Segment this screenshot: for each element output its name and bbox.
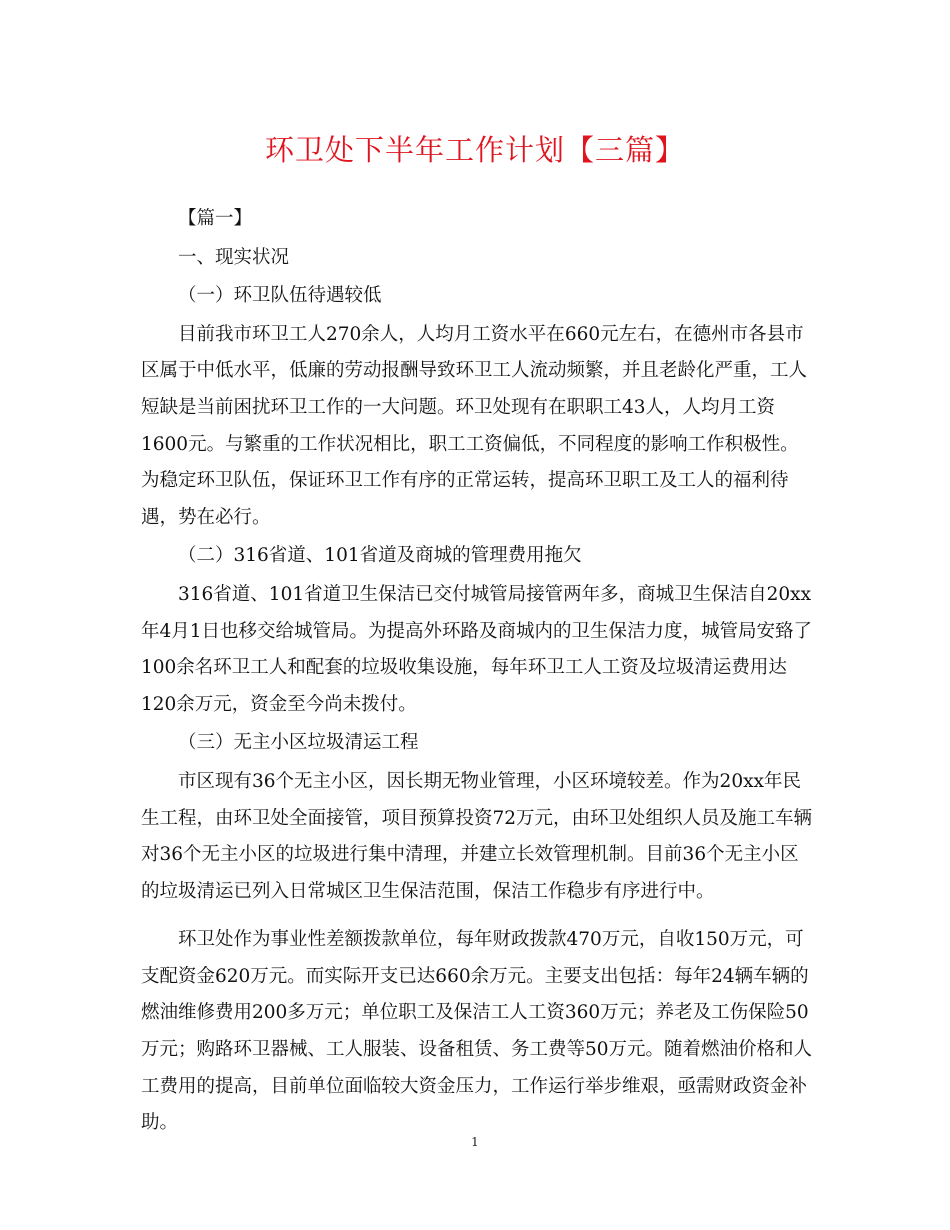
page-number: 1 [471, 1135, 479, 1149]
document-body [141, 201, 813, 1142]
section-heading-current-situation: 一、现实状况 [178, 246, 290, 268]
paragraph-funding: 环卫处作为事业性差额拨款单位，每年财政拨款470万元，自收150万元，可支配资金620万元。而实际开支已达660余万元。主要支出包括：每年24辆车辆的燃油维修费用200多万元；单位职工及保洁工人工资360万元；养老及工伤保险50万元；购路环卫器械、工人服装、设备租赁、务工费等50万元。随着燃油价格和人工费用的提高，目前单位面临较大资金压力，工作运行举步维艰，亟需财政资金补助。 [141, 929, 813, 1134]
paragraph-management-fees: 316省道、101省道卫生保洁已交付城管局接管两年多，商城卫生保洁自20xx年4月1日也移交给城管局。为提高外环路及商城内的卫生保洁力度，城管局安臵了100余名环卫工人和配套的垃圾收集设施，每年环卫工人工资及垃圾清运费用达120余万元，资金至今尚未拨付。 [141, 583, 813, 715]
subheading-unowned-communities: （三）无主小区垃圾清运工程 [178, 732, 419, 754]
document-title: 环卫处下半年工作计划【三篇】 [264, 133, 685, 167]
paragraph-unowned-communities: 市区现有36个无主小区，因长期无物业管理，小区环境较差。作为20xx年民生工程，由环卫处全面接管，项目预算投资72万元，由环卫处组织人员及施工车辆对36个无主小区的垃圾进行集中清理，并建立长效管理机制。目前36个无主小区的垃圾清运已列入日常城区卫生保洁范围，保洁工作稳步有序进行中。 [141, 770, 813, 902]
paragraph-sanitation-team: 目前我市环卫工人270余人，人均月工资水平在660元左右，在德州市各县市区属于中低水平，低廉的劳动报酬导致环卫工人流动频繁，并且老龄化严重，工人短缺是当前困扰环卫工作的一大问题。环卫处现有在职职工43人，人均月工资1600元。与繁重的工作状况相比，职工工资偏低，不同程度的影响工作积极性。为稳定环卫队伍，保证环卫工作有序的正常运转，提高环卫职工及工人的福利待遇，势在必行。 [141, 323, 808, 528]
subheading-sanitation-team: （一）环卫队伍待遇较低 [178, 285, 382, 307]
subheading-management-fees: （二）316省道、101省道及商城的管理费用拖欠 [178, 545, 582, 567]
section-heading-part-one: 【篇一】 [178, 208, 253, 229]
